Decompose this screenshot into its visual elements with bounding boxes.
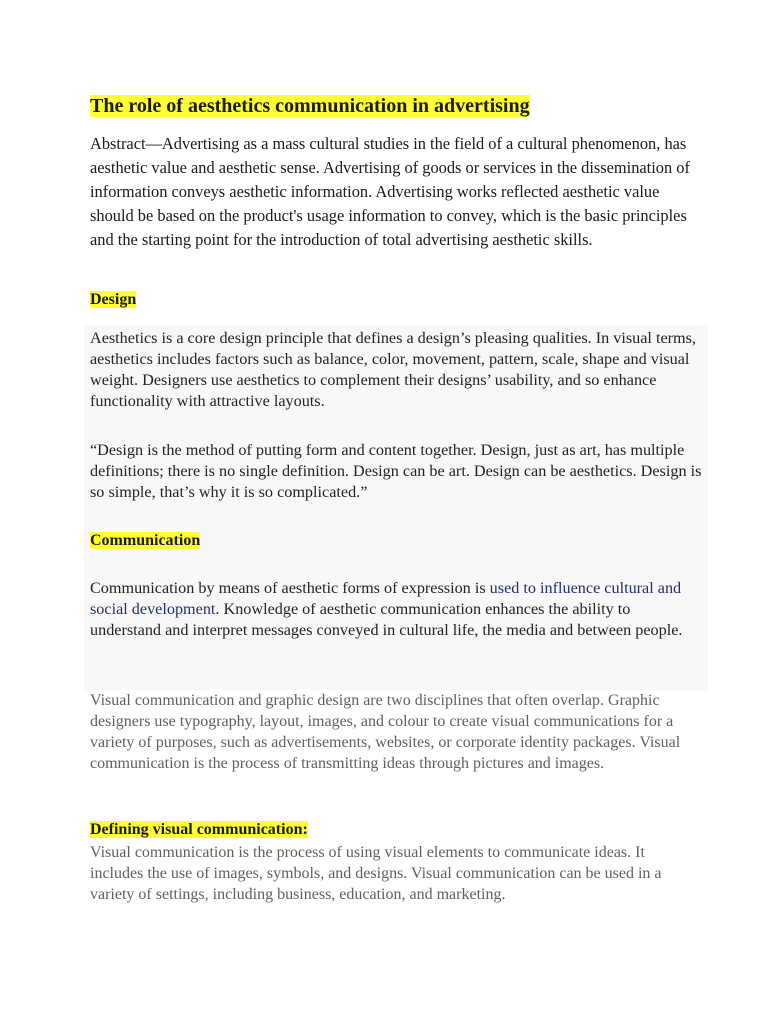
design-heading-highlight: Design: [90, 291, 137, 308]
influence-link[interactable]: used to influence cultural and social development: [90, 579, 682, 618]
communication-heading: [90, 531, 200, 551]
design-paragraph: Aesthetics is a core design principle that defines a design’s pleasing qualities. In visual terms, aesthetics includes factors such as balance, color, movement, pattern, scale, shape and visual weight. Designers use aesthetics to complement their designs’ usability, and so enhance functionality with attractive layouts.: [90, 329, 696, 410]
communication-text-start: Communication by means of aesthetic forms of expression is: [90, 579, 490, 597]
defining-heading: [90, 820, 308, 840]
communication-heading-highlight: Communication: [90, 532, 201, 549]
abstract-paragraph: Abstract—Advertising as a mass cultural studies in the field of a cultural phenomenon, has aesthetic value and aesthetic sense. Advertising of goods or services in the dissemination of information conveys aesthetic information. Advertising works reflected aesthetic value should be based on the product's usage information to convey, which is the basic principles and the starting point for the introduction of total advertising aesthetic skills.: [90, 134, 690, 249]
communication-text-end: . Knowledge of aesthetic communication enhances the ability to understand and interpret messages conveyed in cultural life, the media and between people.: [90, 600, 683, 639]
visual-communication-paragraph: Visual communication and graphic design are two disciplines that often overlap. Graphic designers use typography, layout, images, and colour to create visual communications for a variety of purposes, such as advertisements, websites, or corporate identity packages. Visual communication is the process of transmitting ideas through pictures and images.: [90, 692, 681, 772]
design-heading: [90, 290, 136, 310]
defining-heading-highlight: Defining visual communication:: [90, 821, 308, 838]
defining-paragraph: Visual communication is the process of using visual elements to communicate ideas. It includes the use of images, symbols, and designs. Visual communication can be used in a variety of settings, including business, education, and marketing.: [90, 844, 662, 903]
document-title: [90, 94, 530, 118]
title-highlight: The role of aesthetics communication in advertising: [90, 95, 530, 117]
design-quote: “Design is the method of putting form and content together. Design, just as art, has multiple definitions; there is no single definition. Design can be art. Design can be aesthetics. Design is so simple, that’s why it is so complicated.”: [90, 441, 702, 501]
communication-paragraph: [90, 578, 702, 641]
